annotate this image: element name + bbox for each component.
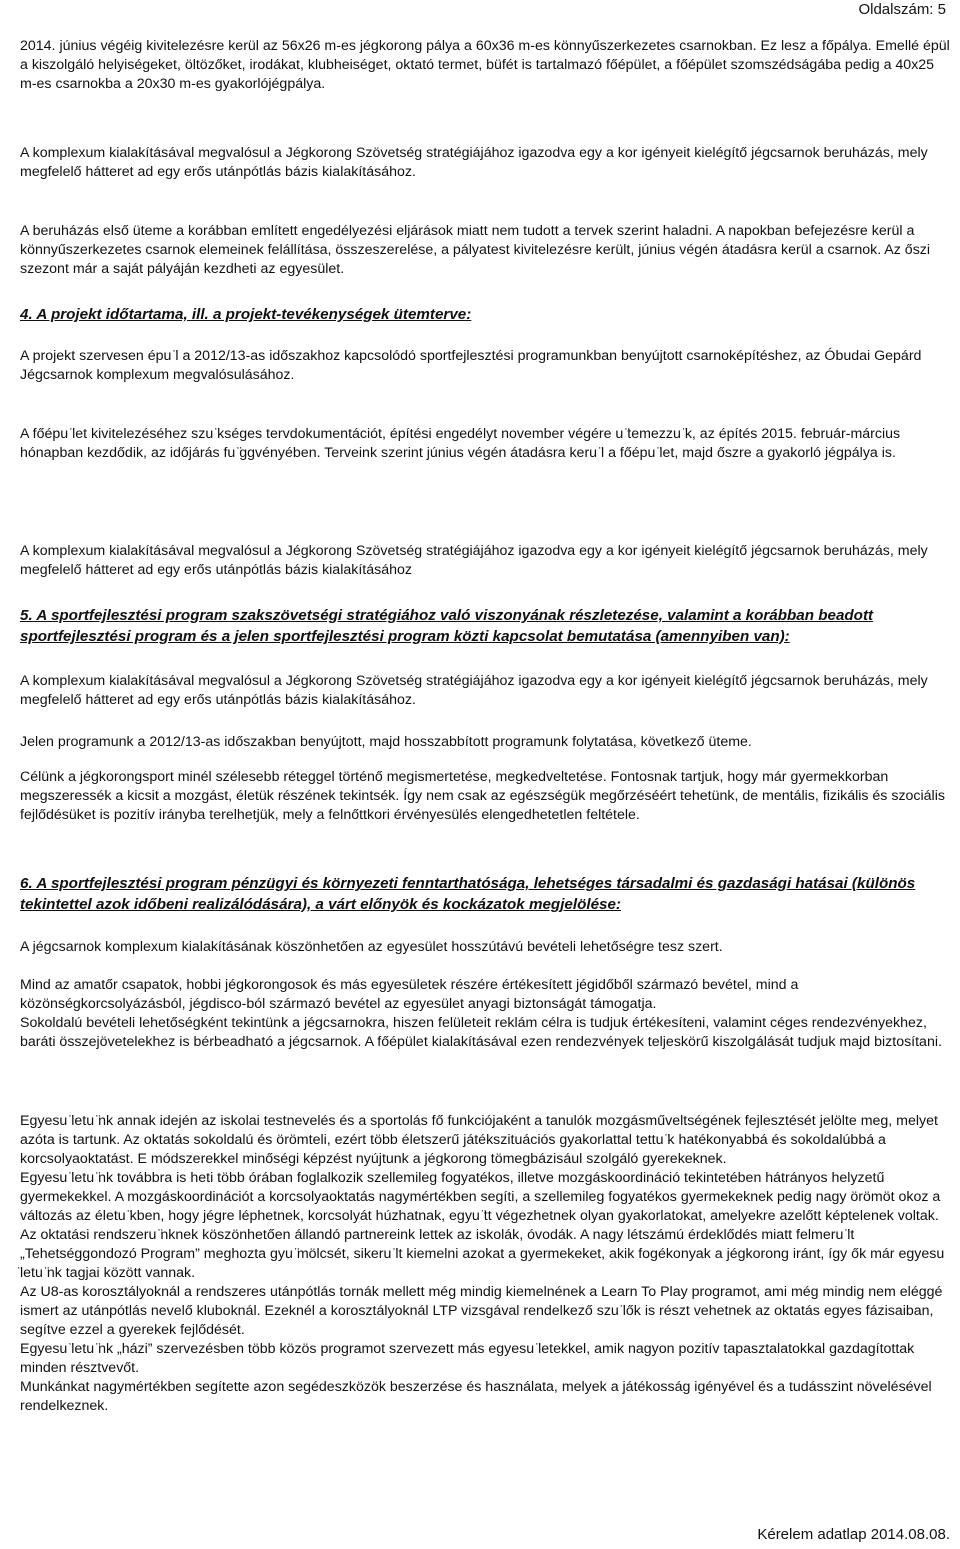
paragraph-text: A projekt szervesen épu ̈l a 2012/13-as időszakhoz kapcsolódó sportfejlesztési programunkban benyújtott csarnoképítéshez, az Óbudai Gepárd Jégcsarnok komplexum megvalósulásához.: [20, 348, 922, 383]
paragraph-text: Mind az amatőr csapatok, hobbi jégkorongosok és más egyesületek részére értékesített jégidőből származó bevétel, mind a közönségkorcsolyázásból, jégdisco-ból származó bevétel az egyesület anyagi biztonságát támogatja.: [20, 977, 799, 1012]
paragraph-complex-strategy-2: [20, 672, 950, 710]
paragraph-club-activities: [20, 1112, 950, 1416]
paragraph-text: Célünk a jégkorongsport minél szélesebb réteggel történő megismertetése, megkedveltetése. Fontosnak tartjuk, hogy már gyermekkorban megszeressék a kicsit a mozgást, életük részének tekintsék. Így nem csak az egészségük megőrzéséért tehetünk, de mentális, fizikális és szociális fejlődésüket is pozitív irányba terelhetjük, mely a felnőttkori érvényesülés elengedhetetlen feltétele.: [20, 769, 945, 823]
paragraph-project-context: [20, 347, 950, 385]
page-number: Oldalszám: 5: [858, 1, 946, 18]
paragraph-first-phase: [20, 222, 950, 279]
paragraph-text: Egyesu ̈letu ̈nk továbbra is heti több órában foglalkozik szellemileg fogyatékos, illetve mozgáskoordináció tekintetében hátrányos helyzetű gyermekekkel. A mozgáskoordinációt a korcsolyaoktatás nagymértékben segíti, a szellemileg fogyatékos gyermekeknek pedig nagy örömöt okoz a változás az életu ̈kben, hogy jégre léphetnek, korcsolyát húzhatnak, egyu ̈tt végezhetnek olyan gyakorlatokat, amelyekre azelőtt képtelenek voltak.: [20, 1170, 941, 1224]
section-heading-5: 5. A sportfejlesztési program szakszövetségi stratégiához való viszonyának részletezése, valamint a korábban beadott sportfejlesztési program és a jelen sportfejlesztési program közti kapcsolat bemutatása (amennyiben van):: [20, 607, 874, 645]
footer-label: Kérelem adatlap 2014.08.08.: [757, 1526, 950, 1543]
paragraph-text: Egyesu ̈letu ̈nk annak idején az iskolai testnevelés és a sportolás fő funkciójaként a tanulók mozgásműveltségének fejlesztését jelölte meg, melyet azóta is tartunk. Az oktatás sokoldalú és örömteli, ezért több életszerű játékszituációs gyakorlattal tettu ̈k hatékonyabbá és sokoldalúbbá a korcsolyaoktatást. E módszerekkel minőségi képzést nyújtunk a jégkorong tömegbázisául szolgáló gyerekeknek.: [20, 1113, 938, 1167]
paragraph-text: Az oktatási rendszeru ̈nknek köszönhetően állandó partnereink lettek az iskolák, óvodák. A nagy létszámú érdeklődés miatt felmeru ̈lt „Tehetséggondozó Program” meghozta gyu ̈mölcsét, sikeru ̈lt kiemelni azokat a gyermekeket, akik fogékonyak a jégkorong iránt, így ők már egyesu ̈letu ̈nk tagjai között vannak.: [20, 1227, 945, 1281]
paragraph-revenue-sources: [20, 976, 950, 1052]
paragraph-revenue: [20, 938, 950, 957]
paragraph-complex-strategy: [20, 144, 950, 182]
section-heading-6: 6. A sportfejlesztési program pénzügyi és környezeti fenntarthatósága, lehetséges társadalmi és gazdasági hatásai (különös tekintettel azok időbeni realizálódására), a várt előnyök és kockázatok megjelölése:: [20, 875, 916, 913]
paragraph-schedule: [20, 425, 950, 463]
paragraph-program-continuation: [20, 733, 950, 752]
paragraph-text: Jelen programunk a 2012/13-as időszakban benyújtott, majd hosszabbított programunk folytatása, következő üteme.: [20, 734, 752, 750]
paragraph-text: Egyesu ̈letu ̈nk „házi” szervezésben több közös programot szervezett más egyesu ̈letekkel, amik nagyon pozitív tapasztalatokkal gazdagítottak minden résztvevőt.: [20, 1341, 915, 1376]
section-heading-4: 4. A projekt időtartama, ill. a projekt-tevékenységek ütemterve:: [20, 306, 472, 323]
paragraph-main-rink: [20, 37, 950, 94]
paragraph-text: A komplexum kialakításával megvalósul a Jégkorong Szövetség stratégiájához igazodva egy a kor igényeit kielégítő jégcsarnok beruházás, mely megfelelő hátteret ad egy erős utánpótlás bázis kialakításához: [20, 543, 928, 578]
paragraph-complex-strategy-repeat: [20, 542, 950, 580]
paragraph-text: Sokoldalú bevételi lehetőségként tekintünk a jégcsarnokra, hiszen felületeit reklám célra is tudjuk értékesíteni, valamint céges rendezvényekhez, baráti összejövetelekhez is bérbeadható a jégcsarnok. A főépület kialakításával ezen rendezvények teljeskörű kiszolgálását tudjuk majd biztosítani.: [20, 1015, 942, 1050]
paragraph-text: 2014. június végéig kivitelezésre kerül az 56x26 m-es jégkorong pálya a 60x36 m-es könnyűszerkezetes csarnokban. Ez lesz a főpálya. Emellé épül a kiszolgáló helyiségeket, öltözőket, irodákat, klubheiséget, oktató termet, büfét is tartalmazó főépület, a főépület szomszédságába pedig a 40x25 m-es csarnokba a 20x30 m-es gyakorlójégpálya.: [20, 38, 950, 92]
paragraph-text: Munkánkat nagymértékben segítette azon segédeszközök beszerzése és használata, melyek a játékosság igényével és a tudásszint növelésével rendelkeznek.: [20, 1379, 932, 1414]
paragraph-text: A jégcsarnok komplexum kialakításának köszönhetően az egyesület hosszútávú bevételi lehetőségre tesz szert.: [20, 939, 723, 955]
paragraph-text: A beruházás első üteme a korábban említett engedélyezési eljárások miatt nem tudott a tervek szerint haladni. A napokban befejezésre kerül a könnyűszerkezetes csarnok elemeinek felállítása, összeszerelése, a pályatest kivitelezésre került, június végén átadásra kerül a csarnok. Az őszi szezont már a saját pályáján kezdheti az egyesület.: [20, 223, 931, 277]
paragraph-text: Az U8-as korosztályoknál a rendszeres utánpótlás tornák mellett még mindig kiemelnének a Learn To Play programot, ami még mindig nem eléggé ismert az utánpótlás nevelő kluboknál. Ezeknél a korosztályoknál LTP vizsgával rendelkező szu ̈lők is részt vehetnek az oktatás egyes fázisaiban, segítve ezzel a gyerekek fejlődését.: [20, 1284, 943, 1338]
paragraph-text: A komplexum kialakításával megvalósul a Jégkorong Szövetség stratégiájához igazodva egy a kor igényeit kielégítő jégcsarnok beruházás, mely megfelelő hátteret ad egy erős utánpótlás bázis kialakításához.: [20, 673, 928, 708]
paragraph-text: A főépu ̈let kivitelezéséhez szu ̈kséges tervdokumentációt, építési engedélyt november végére u ̈temezzu ̈k, az építés 2015. február-március hónapban kezdődik, az időjárás fu ̈ggvényében. Terveink szerint június végén átadásra keru ̈l a főépu ̈let, majd őszre a gyakorló jégpálya is.: [20, 426, 901, 461]
paragraph-goals: [20, 768, 950, 825]
paragraph-text: A komplexum kialakításával megvalósul a Jégkorong Szövetség stratégiájához igazodva egy a kor igényeit kielégítő jégcsarnok beruházás, mely megfelelő hátteret ad egy erős utánpótlás bázis kialakításához.: [20, 145, 928, 180]
